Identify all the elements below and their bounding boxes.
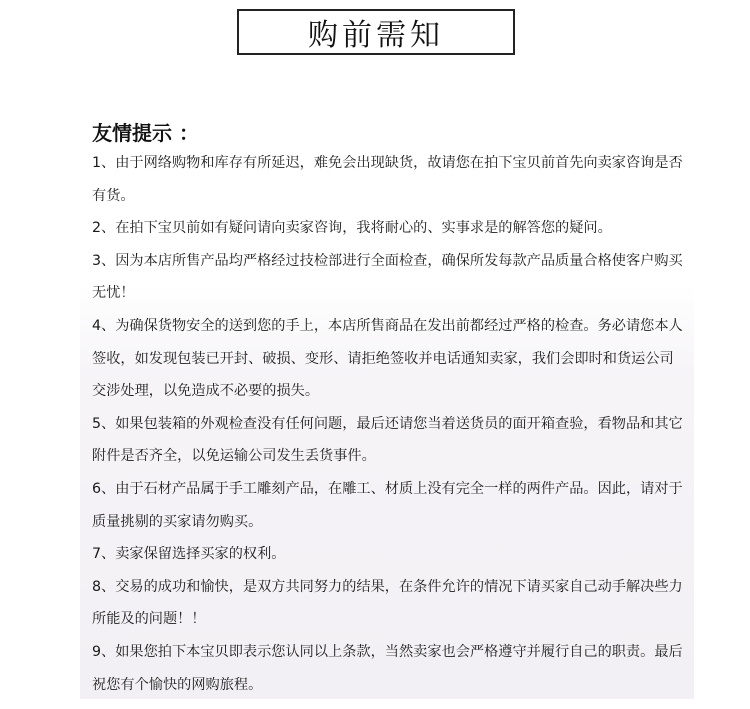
notes-list bbox=[92, 147, 684, 701]
note-item: 8、交易的成功和愉快，是双方共同努力的结果，在条件允许的情况下请买家自己动手解决些力所能及的问题！！ bbox=[92, 578, 683, 628]
note-item: 9、如果您拍下本宝贝即表示您认同以上条款，当然卖家也会严格遵守并履行自己的职责。最后祝您有个愉快的网购旅程。 bbox=[92, 643, 683, 693]
note-item: 1、由于网络购物和库存有所延迟，难免会出现缺货，故请您在拍下宝贝前首先向卖家咨询是否有货。 bbox=[92, 155, 683, 204]
note-item: 6、由于石材产品属于手工雕刻产品，在雕工、材质上没有完全一样的两件产品。因此，请对于质量挑剔的买家请勿购买。 bbox=[92, 480, 683, 530]
note-item: 3、因为本店所售产品均严格经过技检部进行全面检查，确保所发每款产品质量合格使客户购买无忧！ bbox=[92, 252, 683, 302]
note-item: 2、在拍下宝贝前如有疑问请向卖家咨询，我将耐心的、实事求是的解答您的疑问。 bbox=[92, 220, 612, 237]
page-title: 购前需知 bbox=[237, 9, 515, 55]
note-item: 4、为确保货物安全的送到您的手上，本店所售商品在发出前都经过严格的检查。务必请您本人签收，如发现包装已开封、破损、变形、请拒绝签收并电话通知卖家，我们会即时和货运公司交涉处理，以免造成不必要的损失。 bbox=[92, 317, 683, 400]
tips-heading: 友情提示 ： bbox=[92, 121, 199, 145]
note-item: 7、卖家保留选择买家的权利。 bbox=[92, 546, 286, 563]
note-item: 5、如果包装箱的外观检查没有任何问题，最后还请您当着送货员的面开箱查验，看物品和其它附件是否齐全，以免运输公司发生丢货事件。 bbox=[92, 415, 683, 465]
